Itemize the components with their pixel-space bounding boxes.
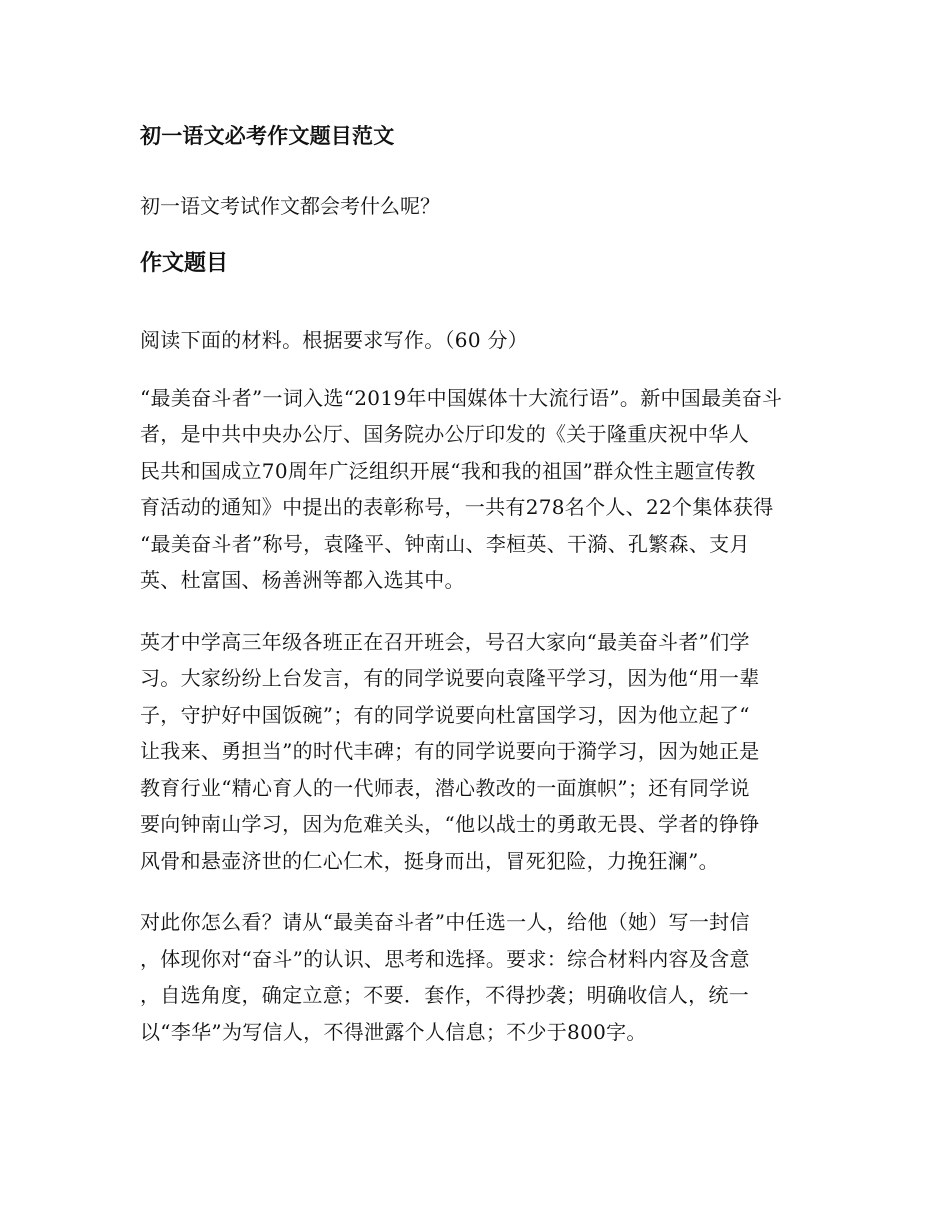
document-subtitle: 初一语文考试作文都会考什么呢？ (140, 194, 440, 218)
section-heading: 作文题目 (140, 251, 229, 276)
document-title: 初一语文必考作文题目范文 (140, 124, 395, 148)
document-page (140, 118, 820, 1050)
instruction-paragraph: 阅读下面的材料。根据要求写作。（60 分） (140, 328, 529, 352)
requirements-paragraph: 对此你怎么看？请从“最美奋斗者”中任选一人，给他（她）写一封信 ，体现你对“奋斗”的认识、思考和选择。要求：综合材料内容及含意 ，自选角度，确定立意；不要．套作，不得抄袭；明确收信人，统一 以“李华”为写信人，不得泄露个人信息；不少于800字。 (140, 910, 750, 1044)
material-paragraph: “最美奋斗者”一词入选“2019年中国媒体十大流行语”。新中国最美奋斗 者，是中共中央办公厅、国务院办公厅印发的《关于隆重庆祝中华人 民共和国成立70周年广泛组织开展“我和我的祖国”群众性主题宣传教 育活动的通知》中提出的表彰称号，一共有278名个人、22个集体获得 “最美奋斗者”称号，袁隆平、钟南山、李桓英、干漪、孔繁森、支月 英、杜富国、杨善洲等都入选其中。 (140, 385, 783, 592)
class-meeting-paragraph: 英才中学高三年级各班正在召开班会，号召大家向“最美奋斗者”们学 习。大家纷纷上台发言，有的同学说要向袁隆平学习，因为他“用一辈 子，守护好中国饭碗”；有的同学说要向杜富国学习，因为他立起了“ 让我来、勇担当”的时代丰碑；有的同学说要向于漪学习，因为她正是 教育行业“精心育人的一代师表，潜心教改的一面旗帜”；还有同学说 要向钟南山学习，因为危难关头，“他以战士的勇敢无畏、学者的铮铮 风骨和悬壶济世的仁心仁术，挺身而出，冒死犯险，力挽狂澜”。 (140, 629, 760, 873)
